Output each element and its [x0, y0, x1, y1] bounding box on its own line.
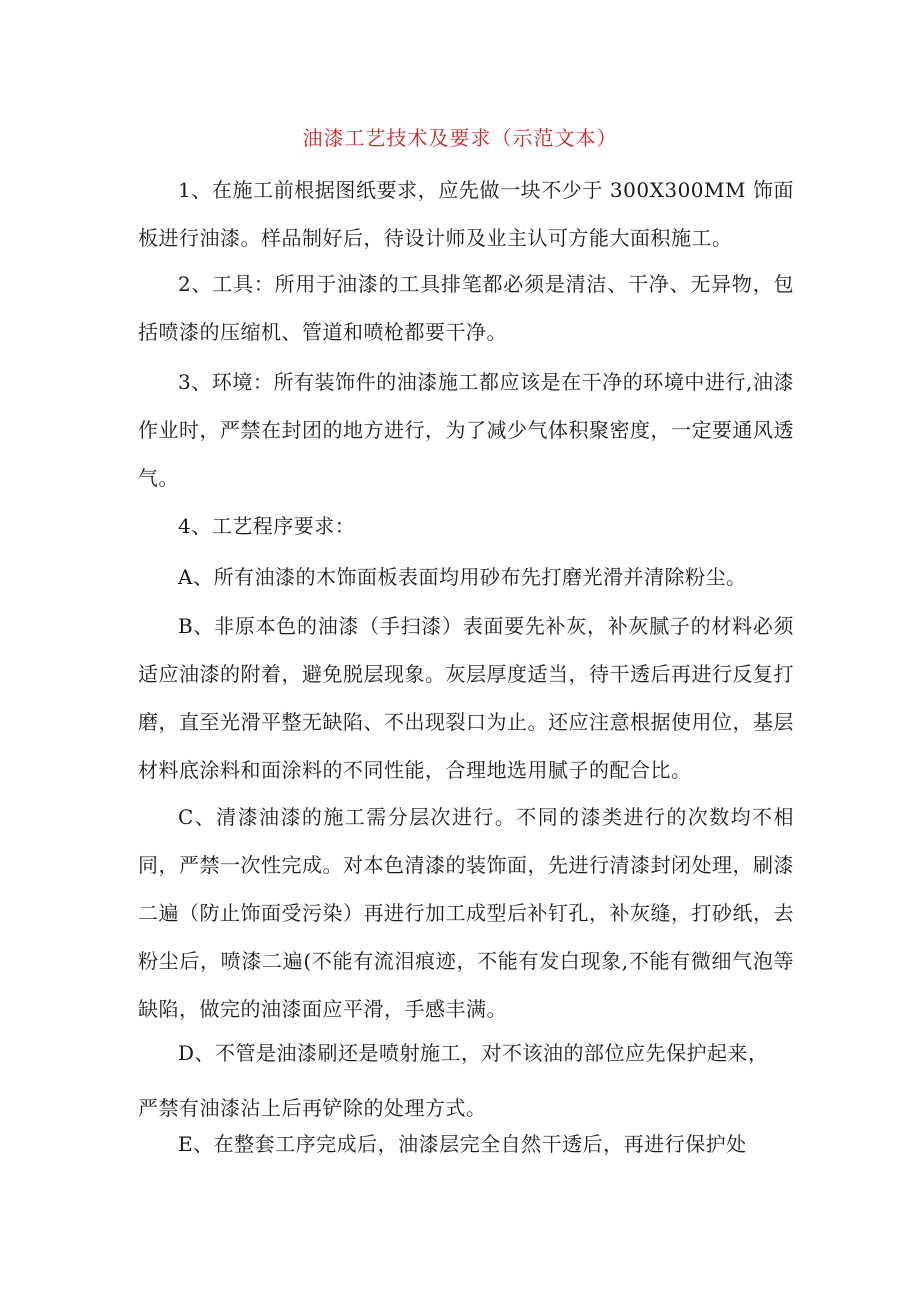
paragraph-sample-board: 1、在施工前根据图纸要求，应先做一块不少于 300X300MM 饰面板进行油漆。样品制好后，待设计师及业主认可方能大面积施工。 — [138, 178, 794, 250]
paragraph-item-b: B、非原本色的油漆（手扫漆）表面要先补灰，补灰腻子的材料必须适应油漆的附着，避免脱层现象。灰层厚度适当，待干透后再进行反复打磨，直至光滑平整无缺陷、不出现裂口为止。还应注意根据使用位，基层材料底涂料和面涂料的不同性能，合理地选用腻子的配合比。 — [138, 614, 794, 782]
paragraph-process-heading: 4、工艺程序要求： — [178, 514, 356, 538]
paragraph-item-a: A、所有油漆的木饰面板表面均用砂布先打磨光滑并清除粉尘。 — [178, 565, 747, 589]
document-title: 油漆工艺技术及要求（示范文本） — [302, 126, 618, 150]
paragraph-item-e: E、在整套工序完成后，油漆层完全自然干透后，再进行保护处 — [178, 1132, 747, 1156]
paragraph-item-d-continued: 严禁有油漆沾上后再铲除的处理方式。 — [138, 1096, 487, 1120]
paragraph-item-c: C、清漆油漆的施工需分层次进行。不同的漆类进行的次数均不相同，严禁一次性完成。对本色清漆的装饰面，先进行清漆封闭处理，刷漆二遍（防止饰面受污染）再进行加工成型后补钉孔，补灰缝，打砂纸，去粉尘后，喷漆二遍(不能有流泪痕迹，不能有发白现象,不能有微细气泡等缺陷，做完的油漆面应平滑，手感丰满。 — [138, 805, 794, 1021]
paragraph-item-d: D、不管是油漆刷还是喷射施工，对不该油的部位应先保护起来， — [178, 1041, 769, 1065]
paragraph-environment: 3、环境：所有装饰件的油漆施工都应该是在干净的环境中进行,油漆作业时，严禁在封团的地方进行，为了减少气体积聚密度，一定要通风透气。 — [138, 370, 794, 490]
paragraph-tools: 2、工具：所用于油漆的工具排笔都必须是清洁、干净、无异物，包括喷漆的压缩机、管道和喷枪都要干净。 — [138, 272, 794, 344]
